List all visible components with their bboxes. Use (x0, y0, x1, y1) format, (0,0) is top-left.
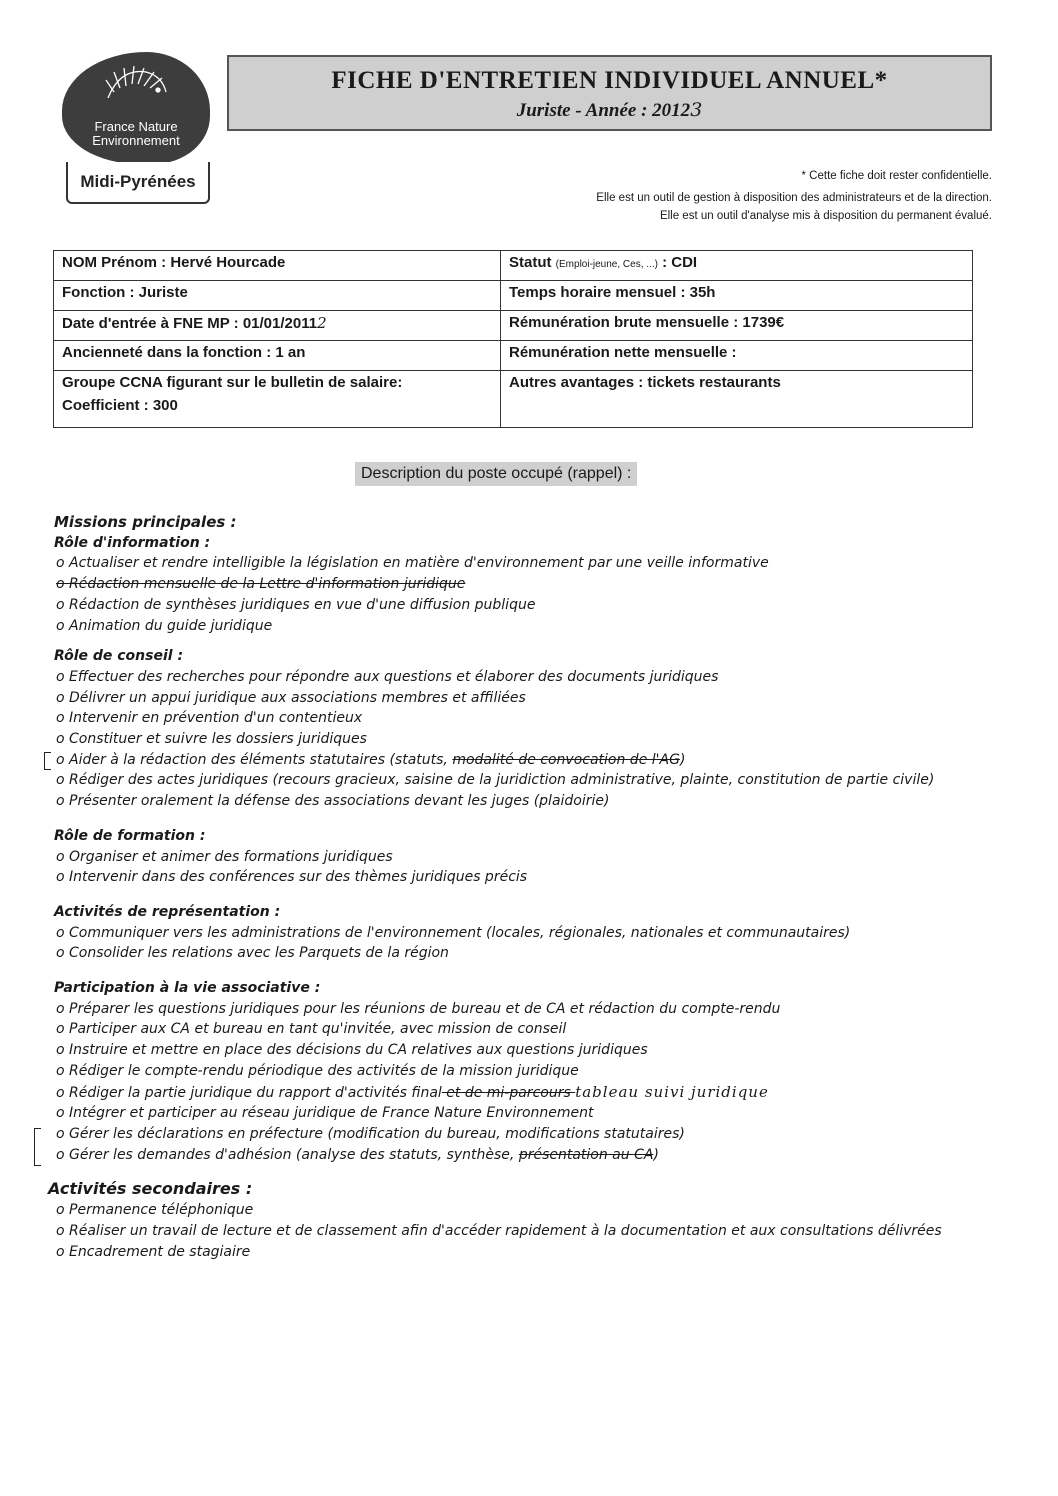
group-representation (48, 902, 1008, 964)
margin-bracket (44, 752, 51, 770)
list-item: o Intervenir en prévention d'un contentieux (56, 710, 363, 727)
groupe-text: Groupe CCNA figurant sur le bulletin de salaire: (62, 374, 403, 391)
list-item: o Consolider les relations avec les Parquets de la région (56, 945, 449, 962)
page-subtitle (229, 99, 990, 122)
group-formation (48, 826, 1008, 888)
date-entree-handwritten: 2 (317, 314, 327, 332)
list-item (56, 1124, 1008, 1145)
list-item: o Préparer les questions juridiques pour les réunions de bureau et de CA et rédaction du compte-rendu (56, 1000, 781, 1017)
subtitle-text: Juriste - Année : 2012 (516, 100, 691, 121)
list-item-annotated (56, 1145, 1008, 1166)
cell-statut (501, 251, 973, 281)
cell-remu-brute: Rémunération brute mensuelle : 1739€ (501, 311, 973, 341)
item-end: ) (679, 751, 686, 768)
confidential-line2: Elle est un outil de gestion à disposition des administrateurs et de la direction. (596, 192, 992, 204)
cell-nom: NOM Prénom : Hervé Hourcade (54, 251, 501, 281)
vie-asso-title: Participation à la vie associative : (54, 980, 321, 997)
fne-logo (56, 48, 216, 208)
item-text: o Rédiger la partie juridique du rapport d'activités final (56, 1084, 442, 1101)
statut-value: : CDI (662, 254, 698, 271)
list-item: o Participer aux CA et bureau en tant qu'invitée, avec mission de conseil (56, 1021, 567, 1038)
list-item: o Effectuer des recherches pour répondre aux questions et élaborer des documents juridiques (56, 668, 719, 685)
list-item: o Organiser et animer des formations juridiques (56, 848, 393, 865)
cell-anciennete: Ancienneté dans la fonction : 1 an (54, 341, 501, 371)
list-item: o Rédaction de synthèses juridiques en vue d'une diffusion publique (56, 596, 536, 613)
list-item-annotated (56, 1082, 1008, 1104)
item-text: o Gérer les déclarations en préfecture (modification du bureau, modifications statutaires) (56, 1125, 685, 1142)
list-item: o Instruire et mettre en place des décisions du CA relatives aux questions juridiques (56, 1042, 648, 1059)
cell-date-entree (54, 311, 501, 341)
role-formation-title: Rôle de formation : (54, 827, 206, 844)
coefficient-text: Coefficient : 300 (62, 397, 178, 414)
list-item: o Constituer et suivre les dossiers juridiques (56, 731, 367, 748)
cell-fonction: Fonction : Juriste (54, 281, 501, 311)
item-struck-text: présentation au CA (518, 1146, 654, 1163)
hedgehog-icon (100, 62, 170, 102)
missions-title: Missions principales : (54, 513, 237, 531)
list-item: o Permanence téléphonique (56, 1202, 254, 1219)
group-vie-associative (48, 978, 1008, 1165)
title-box (227, 55, 992, 131)
list-item-annotated (56, 750, 1008, 771)
description-heading: Description du poste occupé (rappel) : (355, 462, 637, 486)
logo-line1: France Nature (94, 119, 178, 134)
list-item: o Intégrer et participer au réseau juridique de France Nature Environnement (56, 1105, 594, 1122)
statut-hint: (Emploi-jeune, Ces, ...) (555, 259, 658, 270)
list-item: o Encadrement de stagiaire (56, 1243, 251, 1260)
list-item: o Intervenir dans des conférences sur des thèmes juridiques précis (56, 869, 528, 886)
confidential-line3: Elle est un outil d'analyse mis à disposition du permanent évalué. (659, 210, 992, 222)
statut-label: Statut (509, 254, 552, 271)
representation-title: Activités de représentation : (54, 903, 281, 920)
list-item: o Réaliser un travail de lecture et de classement afin d'accéder rapidement à la documentation et aux consultations délivrées (56, 1222, 942, 1239)
cell-avantages: Autres avantages : tickets restaurants (501, 371, 973, 428)
group-conseil (48, 646, 1008, 812)
cell-remu-nette: Rémunération nette mensuelle : (501, 341, 973, 371)
item-end: ) (653, 1146, 659, 1163)
page-title: FICHE D'ENTRETIEN INDIVIDUEL ANNUEL* (331, 67, 888, 94)
item-struck-text: et de mi-parcours (441, 1084, 576, 1101)
list-item: o Délivrer un appui juridique aux associations membres et affiliées (56, 689, 526, 706)
handwritten-note: tableau suivi juridique (575, 1082, 769, 1101)
item-struck-text: modalité de convocation de l'AG (452, 751, 680, 768)
group-secondaires (48, 1179, 1008, 1262)
cell-groupe (54, 371, 501, 428)
employee-info-table (53, 250, 973, 428)
role-info-title: Rôle d'information : (54, 534, 211, 551)
list-item-struck: o Rédaction mensuelle de la Lettre d'information juridique (56, 576, 466, 593)
item-text: o Gérer les demandes d'adhésion (analyse des statuts, synthèse, (56, 1146, 519, 1163)
date-entree-text: Date d'entrée à FNE MP : 01/01/2011 (62, 315, 318, 332)
list-item: o Rédiger le compte-rendu périodique des activités de la mission juridique (56, 1062, 579, 1079)
list-item: o Actualiser et rendre intelligible la législation en matière d'environnement par une veille informative (56, 555, 769, 572)
confidential-line1: * Cette fiche doit rester confidentielle. (801, 170, 992, 182)
subtitle-handwritten: 3 (690, 99, 703, 121)
list-item: o Animation du guide juridique (56, 617, 273, 634)
list-item: o Communiquer vers les administrations de l'environnement (locales, régionales, nationales et communautaires) (56, 924, 851, 941)
item-text: o Aider à la rédaction des éléments statutaires (statuts, (56, 751, 453, 768)
secondaires-title: Activités secondaires : (48, 1179, 253, 1199)
logo-line2: Environnement (92, 133, 180, 148)
logo-region: Midi-Pyrénées (66, 162, 210, 204)
role-conseil-title: Rôle de conseil : (54, 648, 184, 665)
description-content (48, 512, 1008, 1276)
list-item: o Rédiger des actes juridiques (recours gracieux, saisine de la juridiction administrative, plainte, constitution de partie civile) (56, 772, 935, 789)
group-info (48, 512, 1008, 636)
list-item: o Présenter oralement la défense des associations devant les juges (plaidoirie) (56, 793, 610, 810)
cell-temps: Temps horaire mensuel : 35h (501, 281, 973, 311)
margin-bracket (34, 1128, 41, 1166)
